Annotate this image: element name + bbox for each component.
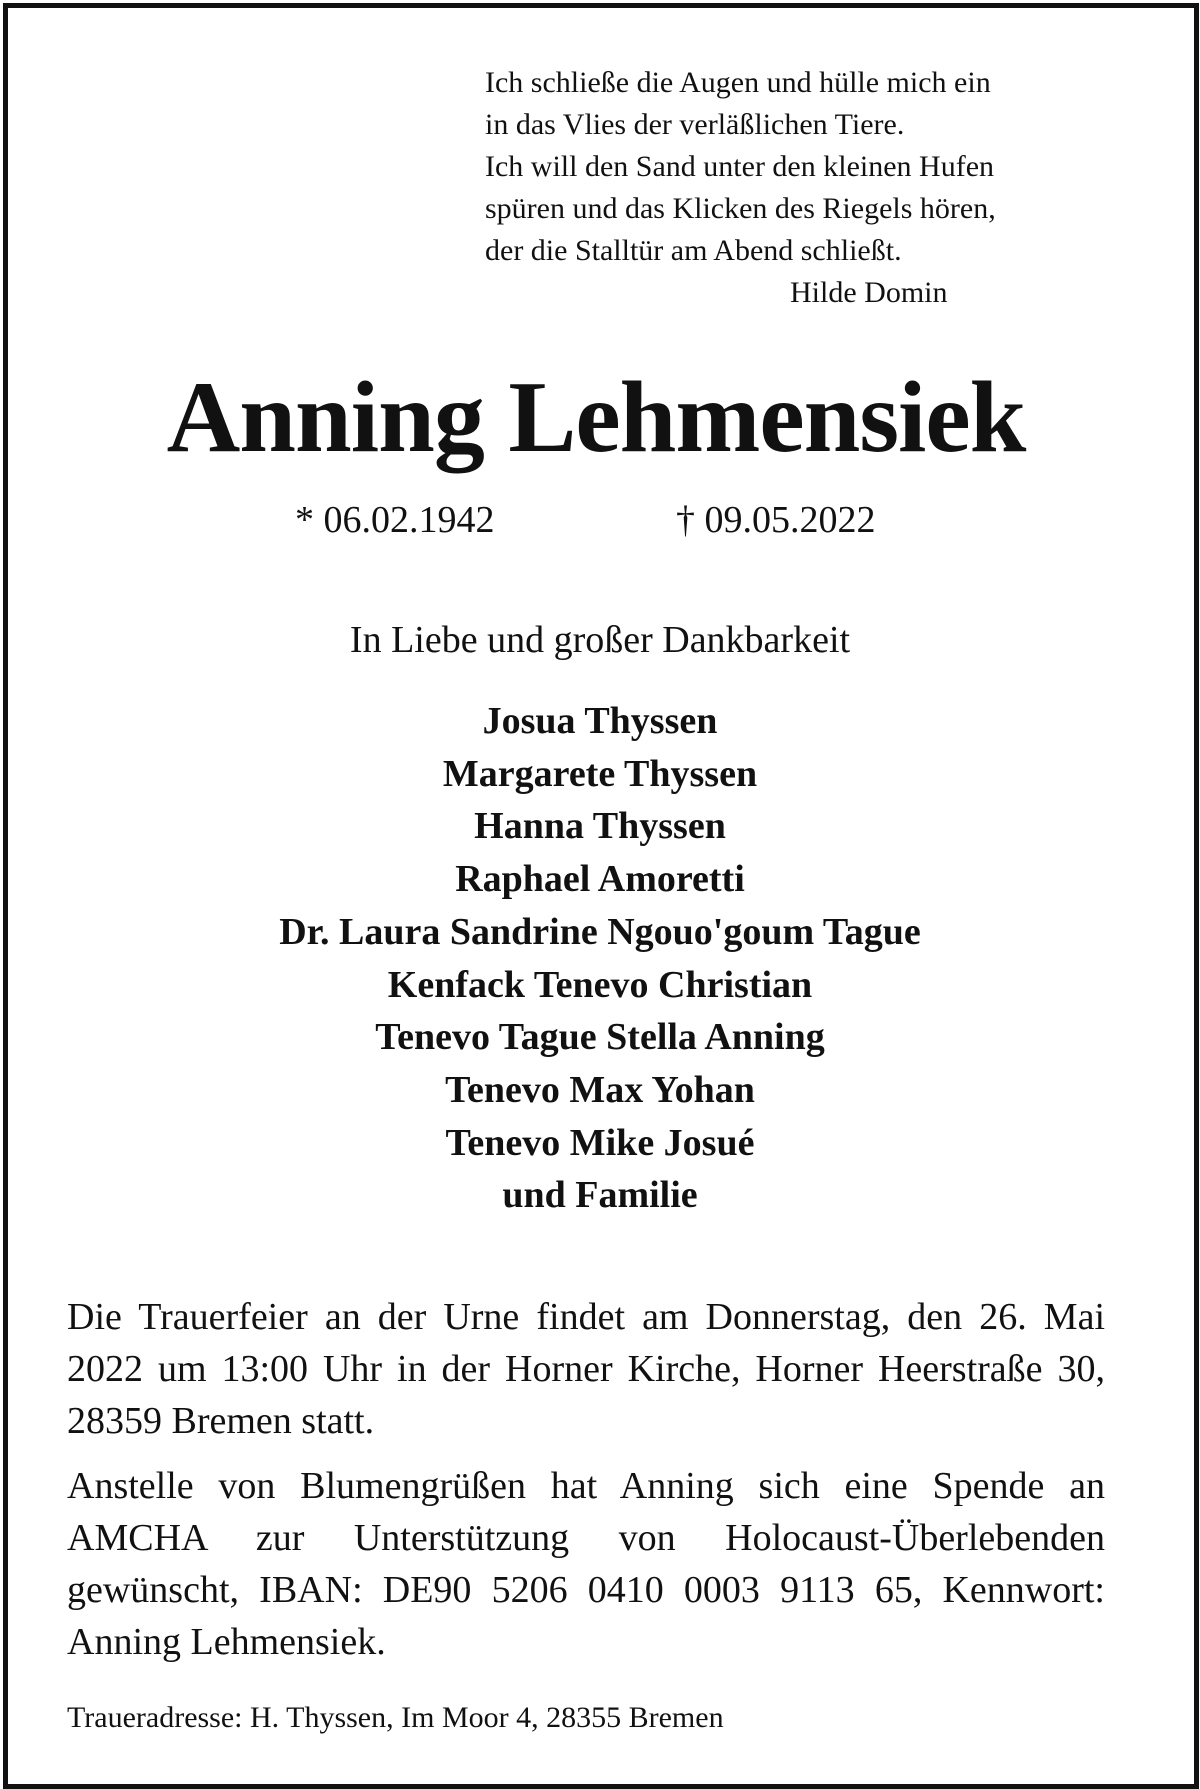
mourner-name: Hanna Thyssen <box>474 805 726 848</box>
mourner-name: Kenfack Tenevo Christian <box>387 963 813 1006</box>
mourner-family: und Familie <box>502 1174 698 1217</box>
mourning-address: Traueradresse: H. Thyssen, Im Moor 4, 28355 Bremen <box>67 1701 724 1734</box>
mourner-name: Tenevo Mike Josué <box>445 1121 755 1164</box>
poem-line: spüren und das Klicken des Riegels hören, <box>485 192 996 225</box>
poem-line: der die Stalltür am Abend schließt. <box>485 234 902 267</box>
mourner-name: Raphael Amoretti <box>455 858 745 901</box>
death-date: † 09.05.2022 <box>676 499 876 541</box>
poem-block <box>485 62 1125 314</box>
poem-author: Hilde Domin <box>790 276 948 309</box>
mourner-name: Tenevo Tague Stella Anning <box>375 1016 825 1059</box>
mourners-list <box>0 695 1200 1222</box>
mourner-name: Margarete Thyssen <box>442 752 758 795</box>
mourner-name: Dr. Laura Sandrine Ngouo'goum Tague <box>279 910 921 953</box>
poem-line: Ich will den Sand unter den kleinen Hufen <box>485 150 995 183</box>
poem-line: in das Vlies der verläßlichen Tiere. <box>485 108 905 141</box>
dedication-line: In Liebe und großer Dankbarkeit <box>349 619 851 661</box>
ceremony-paragraph: Die Trauerfeier an der Urne findet am Donnerstag, den 26. Mai 2022 um 13:00 Uhr in der Horner Kirche, Horner Heerstraße 30, 28359 Bremen statt. <box>67 1296 1105 1442</box>
birth-date: * 06.02.1942 <box>295 499 495 541</box>
mourner-name: Tenevo Max Yohan <box>445 1068 755 1111</box>
poem-line: Ich schließe die Augen und hülle mich ein <box>485 66 991 99</box>
deceased-name: Anning Lehmensiek <box>166 361 1026 474</box>
donation-paragraph: Anstelle von Blumengrüßen hat Anning sich eine Spende an AMCHA zur Unterstützung von Holocaust-Überlebenden gewünscht, IBAN: DE90 5206 0410 0003 9113 65, Kennwort: Anning Lehmensiek. <box>67 1465 1105 1663</box>
mourner-name: Josua Thyssen <box>482 700 718 742</box>
